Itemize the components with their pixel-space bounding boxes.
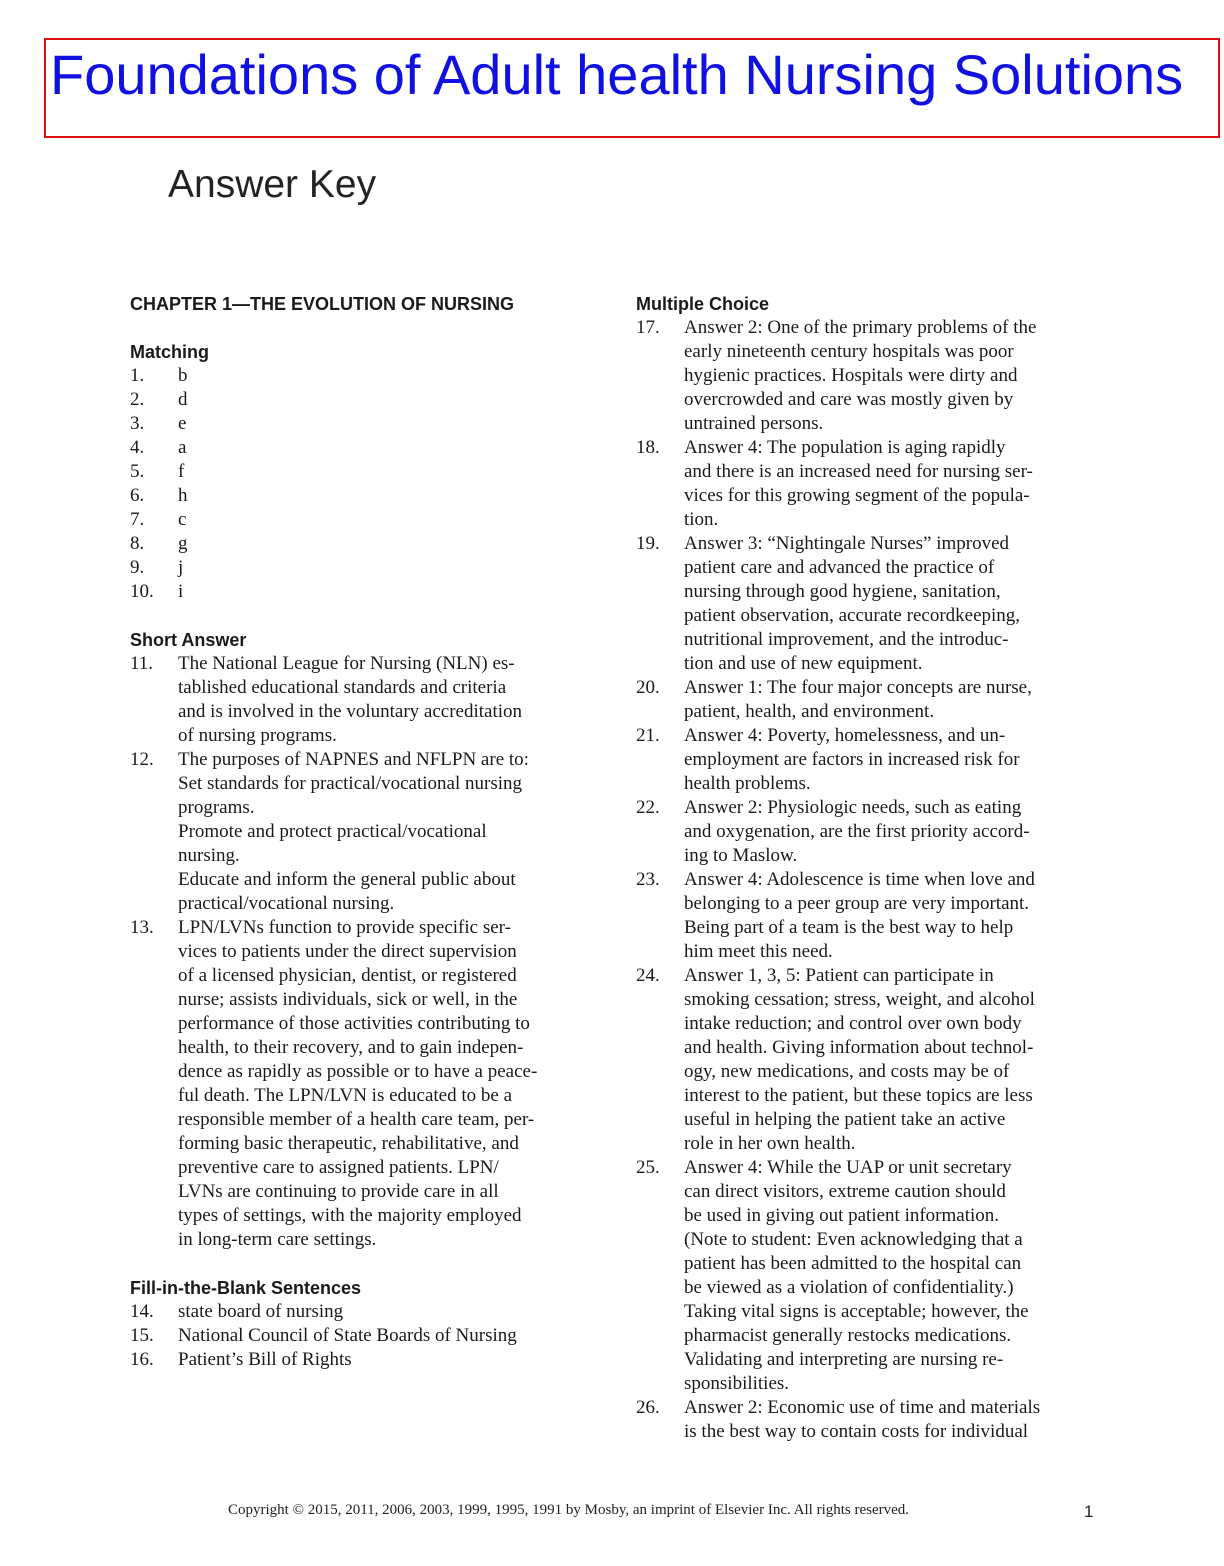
text-line: Answer 2: Economic use of time and materials xyxy=(684,1397,1041,1418)
text-line: Answer 4: The population is aging rapidly xyxy=(684,437,1006,458)
text-line: be viewed as a violation of confidentiality.) xyxy=(684,1277,1014,1298)
item-number: 14. xyxy=(130,1301,154,1322)
text-line: interest to the patient, but these topics are less xyxy=(684,1085,1033,1106)
text-line: and health. Giving information about technol- xyxy=(684,1037,1034,1058)
multiple-choice-item xyxy=(636,1156,1098,1396)
text-line: patient observation, accurate recordkeeping, xyxy=(684,605,1021,626)
item-text xyxy=(178,1324,590,1348)
item-text: a xyxy=(178,437,187,458)
item-number: 22. xyxy=(636,797,660,818)
item-text xyxy=(178,748,590,916)
text-line: hygienic practices. Hospitals were dirty and xyxy=(684,365,1018,386)
text-line: The purposes of NAPNES and NFLPN are to: xyxy=(178,749,529,770)
text-line: ful death. The LPN/LVN is educated to be a xyxy=(178,1085,513,1106)
text-line: nurse; assists individuals, sick or well, in the xyxy=(178,989,518,1010)
text-line: ing to Maslow. xyxy=(684,845,798,866)
text-line: untrained persons. xyxy=(684,413,824,434)
fill-in-list xyxy=(130,1300,590,1372)
text-line: can direct visitors, extreme caution should xyxy=(684,1181,1006,1202)
item-text xyxy=(684,676,1098,724)
text-line: and oxygenation, are the first priority accord- xyxy=(684,821,1030,842)
item-text: c xyxy=(178,509,187,530)
short-answer-heading: Short Answer xyxy=(130,630,247,650)
text-line: forming basic therapeutic, rehabilitative, and xyxy=(178,1133,519,1154)
text-line: preventive care to assigned patients. LPN/ xyxy=(178,1157,499,1178)
matching-list xyxy=(130,364,590,604)
text-line: nursing through good hygiene, sanitation, xyxy=(684,581,1001,602)
text-line: LPN/LVNs function to provide specific ser- xyxy=(178,917,511,938)
short-answer-list xyxy=(130,652,590,1252)
text-line: Answer 3: “Nightingale Nurses” improved xyxy=(684,533,1010,554)
multiple-choice-heading: Multiple Choice xyxy=(636,294,770,314)
text-line: nursing. xyxy=(178,845,240,866)
text-line: Answer 4: Adolescence is time when love and xyxy=(684,869,1035,890)
text-line: smoking cessation; stress, weight, and alcohol xyxy=(684,989,1035,1010)
item-number: 1. xyxy=(130,365,145,386)
text-line: Answer 2: Physiologic needs, such as eating xyxy=(684,797,1022,818)
text-line: overcrowded and care was mostly given by xyxy=(684,389,1014,410)
text-line: Answer 1: The four major concepts are nurse, xyxy=(684,677,1032,698)
multiple-choice-item xyxy=(636,532,1098,676)
text-line: is the best way to contain costs for individual xyxy=(684,1421,1029,1442)
item-number: 23. xyxy=(636,869,660,890)
text-line: ogy, new medications, and costs may be of xyxy=(684,1061,1010,1082)
text-line: and is involved in the voluntary accreditation xyxy=(178,701,523,722)
matching-item xyxy=(130,388,590,412)
short-answer-item xyxy=(130,748,590,916)
multiple-choice-item xyxy=(636,436,1098,532)
text-line: role in her own health. xyxy=(684,1133,856,1154)
fill-in-heading: Fill-in-the-Blank Sentences xyxy=(130,1278,362,1298)
copyright-footer: Copyright © 2015, 2011, 2006, 2003, 1999, 1995, 1991 by Mosby, an imprint of Elsevier Inc. All rights reserved. xyxy=(228,1502,910,1518)
multiple-choice-item xyxy=(636,868,1098,964)
text-line: health problems. xyxy=(684,773,811,794)
item-number: 6. xyxy=(130,485,145,506)
item-number: 20. xyxy=(636,677,660,698)
text-line: LVNs are continuing to provide care in all xyxy=(178,1181,499,1202)
item-number: 5. xyxy=(130,461,145,482)
text-line: Set standards for practical/vocational nursing xyxy=(178,773,523,794)
item-number: 4. xyxy=(130,437,145,458)
item-text xyxy=(684,532,1098,676)
matching-item xyxy=(130,532,590,556)
text-line: sponsibilities. xyxy=(684,1373,790,1394)
item-text xyxy=(178,652,590,748)
text-line: dence as rapidly as possible or to have a peace- xyxy=(178,1061,538,1082)
text-line: of a licensed physician, dentist, or registered xyxy=(178,965,517,986)
item-number: 12. xyxy=(130,749,154,770)
text-line: Answer 4: While the UAP or unit secretary xyxy=(684,1157,1012,1178)
item-text: i xyxy=(178,581,184,602)
item-number: 21. xyxy=(636,725,660,746)
right-column xyxy=(636,292,1098,1444)
item-text xyxy=(684,868,1098,964)
short-answer-item xyxy=(130,652,590,748)
text-line: responsible member of a health care team, per- xyxy=(178,1109,535,1130)
text-line: programs. xyxy=(178,797,255,818)
text-line: early nineteenth century hospitals was poor xyxy=(684,341,1014,362)
matching-item xyxy=(130,412,590,436)
text-line: The National League for Nursing (NLN) es- xyxy=(178,653,515,674)
text-line: tablished educational standards and criteria xyxy=(178,677,507,698)
item-number: 8. xyxy=(130,533,145,554)
item-text xyxy=(178,916,590,1252)
item-number: 25. xyxy=(636,1157,660,1178)
text-line: and there is an increased need for nursing ser- xyxy=(684,461,1033,482)
text-line: practical/vocational nursing. xyxy=(178,893,395,914)
item-number: 15. xyxy=(130,1325,154,1346)
item-text: b xyxy=(178,365,188,386)
item-text xyxy=(684,724,1098,796)
fill-in-item xyxy=(130,1324,590,1348)
text-line: belonging to a peer group are very important. xyxy=(684,893,1030,914)
text-line: Answer 4: Poverty, homelessness, and un- xyxy=(684,725,1006,746)
fill-in-item xyxy=(130,1300,590,1324)
text-line: tion and use of new equipment. xyxy=(684,653,923,674)
matching-item xyxy=(130,436,590,460)
multiple-choice-list xyxy=(636,316,1098,1444)
text-line: patient has been admitted to the hospital can xyxy=(684,1253,1022,1274)
text-line: in long-term care settings. xyxy=(178,1229,377,1250)
text-line: tion. xyxy=(684,509,719,530)
multiple-choice-item xyxy=(636,964,1098,1156)
matching-item xyxy=(130,460,590,484)
text-line: Answer 1, 3, 5: Patient can participate in xyxy=(684,965,994,986)
text-line: of nursing programs. xyxy=(178,725,337,746)
text-line: state board of nursing xyxy=(178,1301,344,1322)
text-line: (Note to student: Even acknowledging that a xyxy=(684,1229,1023,1250)
item-text xyxy=(684,316,1098,436)
item-number: 3. xyxy=(130,413,145,434)
item-number: 16. xyxy=(130,1349,154,1370)
item-text xyxy=(684,1396,1098,1444)
text-line: intake reduction; and control over own body xyxy=(684,1013,1022,1034)
item-text: h xyxy=(178,485,188,506)
multiple-choice-item xyxy=(636,676,1098,724)
text-line: pharmacist generally restocks medications. xyxy=(684,1325,1012,1346)
fill-in-item xyxy=(130,1348,590,1372)
matching-item xyxy=(130,484,590,508)
text-line: types of settings, with the majority employed xyxy=(178,1205,522,1226)
multiple-choice-item xyxy=(636,1396,1098,1444)
item-number: 18. xyxy=(636,437,660,458)
text-line: vices to patients under the direct supervision xyxy=(178,941,517,962)
text-line: Being part of a team is the best way to help xyxy=(684,917,1014,938)
text-line: nutritional improvement, and the introduc- xyxy=(684,629,1009,650)
item-number: 11. xyxy=(130,653,154,674)
short-answer-item xyxy=(130,916,590,1252)
item-number: 19. xyxy=(636,533,660,554)
text-line: Promote and protect practical/vocational xyxy=(178,821,487,842)
text-line: him meet this need. xyxy=(684,941,833,962)
matching-item xyxy=(130,364,590,388)
item-text: d xyxy=(178,389,188,410)
banner-box xyxy=(44,38,1220,138)
left-column xyxy=(130,292,590,1372)
item-text: g xyxy=(178,533,188,554)
text-line: be used in giving out patient information. xyxy=(684,1205,1000,1226)
item-number: 10. xyxy=(130,581,154,602)
page-title: Answer Key xyxy=(168,163,377,206)
item-text: e xyxy=(178,413,187,434)
text-line: performance of those activities contributing to xyxy=(178,1013,530,1034)
banner-title: Foundations of Adult health Nursing Solutions xyxy=(50,43,1184,106)
text-line: employment are factors in increased risk for xyxy=(684,749,1020,770)
text-line: vices for this growing segment of the popula- xyxy=(684,485,1030,506)
item-number: 2. xyxy=(130,389,145,410)
item-text xyxy=(684,796,1098,868)
item-number: 24. xyxy=(636,965,660,986)
item-number: 17. xyxy=(636,317,660,338)
item-text xyxy=(684,436,1098,532)
matching-item xyxy=(130,556,590,580)
text-line: Answer 2: One of the primary problems of the xyxy=(684,317,1037,338)
text-line: Patient’s Bill of Rights xyxy=(178,1349,352,1370)
item-text xyxy=(684,1156,1098,1396)
chapter-heading: CHAPTER 1—THE EVOLUTION OF NURSING xyxy=(130,294,515,314)
text-line: health, to their recovery, and to gain indepen- xyxy=(178,1037,524,1058)
text-line: Educate and inform the general public about xyxy=(178,869,516,890)
multiple-choice-item xyxy=(636,796,1098,868)
item-number: 7. xyxy=(130,509,145,530)
text-line: patient, health, and environment. xyxy=(684,701,935,722)
item-text: j xyxy=(178,557,184,578)
text-line: National Council of State Boards of Nursing xyxy=(178,1325,517,1346)
text-line: useful in helping the patient take an active xyxy=(684,1109,1006,1130)
item-text xyxy=(684,964,1098,1156)
text-line: Taking vital signs is acceptable; however, the xyxy=(684,1301,1029,1322)
matching-heading: Matching xyxy=(130,342,209,362)
item-text: f xyxy=(178,461,185,482)
matching-item xyxy=(130,580,590,604)
multiple-choice-item xyxy=(636,724,1098,796)
item-number: 9. xyxy=(130,557,145,578)
multiple-choice-item xyxy=(636,316,1098,436)
item-text xyxy=(178,1348,590,1372)
item-text xyxy=(178,1300,590,1324)
matching-item xyxy=(130,508,590,532)
item-number: 26. xyxy=(636,1397,660,1418)
text-line: Validating and interpreting are nursing re- xyxy=(684,1349,1004,1370)
page-number: 1 xyxy=(1084,1502,1094,1521)
text-line: patient care and advanced the practice of xyxy=(684,557,995,578)
item-number: 13. xyxy=(130,917,154,938)
